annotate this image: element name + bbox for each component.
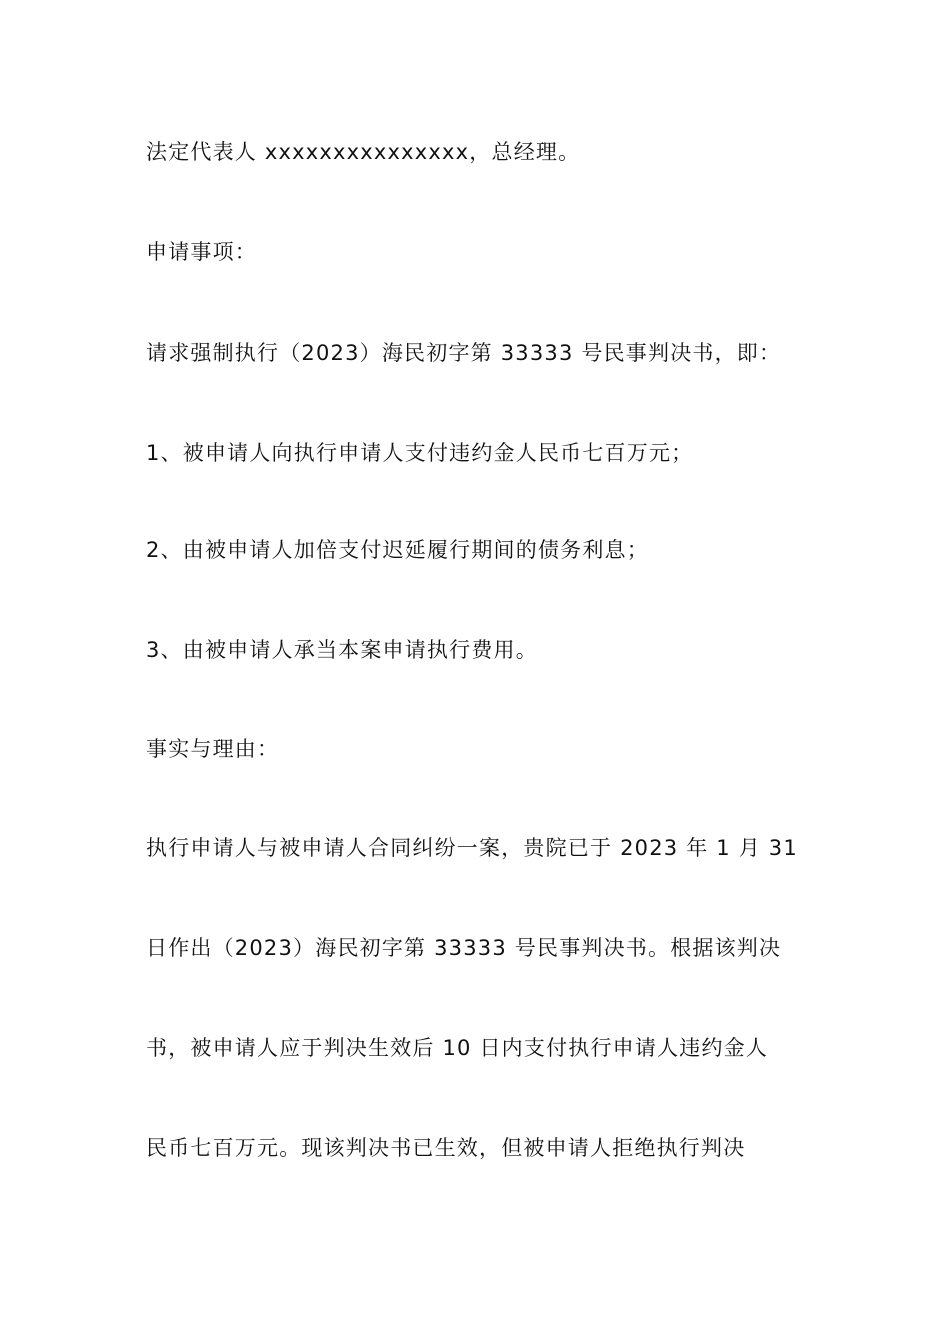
facts-paragraph-line-1: 执行申请人与被申请人合同纠纷一案，贵院已于 2023 年 1 月 31 [146, 836, 798, 860]
request-intro-line: 请求强制执行（2023）海民初字第 33333 号民事判决书，即： [146, 341, 782, 365]
request-section-heading: 申请事项： [146, 240, 257, 264]
request-item-3: 3、由被申请人承当本案申请执行费用。 [146, 638, 538, 662]
facts-paragraph-line-3: 书，被申请人应于判决生效后 10 日内支付执行申请人违约金人 [146, 1036, 769, 1060]
facts-paragraph-line-4: 民币七百万元。现该判决书已生效，但被申请人拒绝执行判决 [146, 1136, 746, 1160]
facts-section-heading: 事实与理由： [146, 737, 280, 761]
request-item-2: 2、由被申请人加倍支付迟延履行期间的债务利息； [146, 538, 649, 562]
facts-paragraph-line-2: 日作出（2023）海民初字第 33333 号民事判决书。根据该判决 [146, 936, 782, 960]
request-item-1: 1、被申请人向执行申请人支付违约金人民币七百万元； [146, 441, 694, 465]
legal-representative-line: 法定代表人 xxxxxxxxxxxxxxx，总经理。 [146, 140, 581, 164]
